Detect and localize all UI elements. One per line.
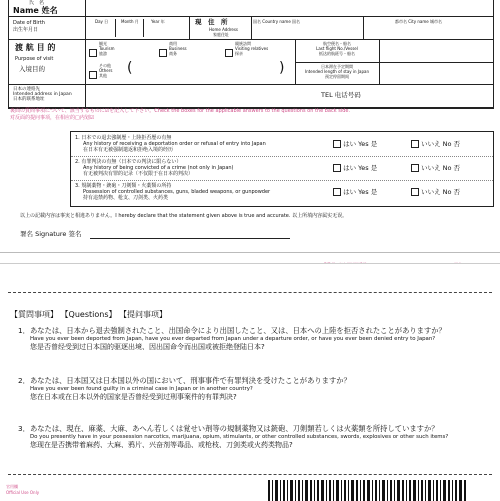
back-q3-jp: 3．あなたは、現在、麻薬、大麻、あへん若しくは覚せい剤等の規制薬物又は銃砲、刀剣類若しくは火薬類を所持していますか？ <box>18 424 439 433</box>
q3-yes[interactable] <box>333 188 377 196</box>
business-checkbox[interactable] <box>159 49 167 57</box>
purpose-cn: 入境目的 <box>19 65 45 73</box>
contact-en: Intended address in Japan <box>13 92 72 97</box>
q1-yes[interactable] <box>333 140 377 148</box>
flight-cn: 抵达的航班号・船名 <box>319 51 355 56</box>
stay-cn: 预定停留期间 <box>325 74 349 79</box>
contact-field[interactable] <box>89 87 309 105</box>
tourism-checkbox[interactable] <box>89 49 97 57</box>
dob-divider <box>143 19 144 37</box>
back-q2 <box>18 376 488 402</box>
flight-field[interactable] <box>295 40 493 63</box>
purpose-visiting[interactable] <box>225 41 269 61</box>
front-q1-cn: 在日本有无被强制遣返和拒绝入境的经历 <box>83 147 174 153</box>
back-bottom-rule <box>8 474 492 475</box>
purpose-label-cell <box>9 40 86 84</box>
q3-no[interactable] <box>411 188 460 196</box>
purpose-business[interactable] <box>159 41 187 61</box>
front-q2-en: Any history of being convicted of a crime (not only in Japan) <box>83 165 234 171</box>
dob-cn-label: 出生年月日 <box>13 27 39 33</box>
q-divider <box>71 180 493 181</box>
tel-label: TEL 电话号码 <box>321 91 361 99</box>
address-label: 現 住 所 <box>195 18 228 26</box>
tourism-cn: 旅游 <box>99 51 107 56</box>
front-q1 <box>75 135 325 153</box>
dob-day: Day 日 <box>95 19 109 24</box>
q1-no-checkbox[interactable] <box>411 140 419 148</box>
purpose-en: Purpose of visit <box>15 56 54 62</box>
questions-box <box>70 131 494 207</box>
q1-yes-checkbox[interactable] <box>333 140 341 148</box>
dob-divider <box>115 19 116 37</box>
visiting-jp: 親族訪問 <box>235 41 251 46</box>
contact-row <box>9 85 493 108</box>
name-top-label: 氏 名 <box>29 0 45 6</box>
dob-field[interactable] <box>85 17 190 39</box>
q2-yes[interactable] <box>333 164 377 172</box>
flight-jp: 航空便名・船名 <box>323 41 351 46</box>
barcode-bars <box>268 480 466 501</box>
back-q3-cn: 您现在是否携带着麻药、大麻、鸦片、兴奋剂等毒品、或枪枝、刀剑类或火药类物品? <box>30 441 293 449</box>
purpose-options <box>85 40 296 84</box>
back-top-rule <box>8 292 492 293</box>
card-form-grid <box>8 0 494 109</box>
stay-en: Intended length of stay in Japan <box>304 69 370 74</box>
tourism-jp: 観光 <box>99 41 107 46</box>
address-label-cell <box>189 17 252 39</box>
stay-jp: 日本滞在予定期間 <box>321 64 353 69</box>
q2-yes-checkbox[interactable] <box>333 164 341 172</box>
q2-no-checkbox[interactable] <box>411 164 419 172</box>
city-label: 都市名 City name 城市名 <box>395 19 442 24</box>
dob-month: Month 月 <box>121 19 139 24</box>
name-label-cell <box>9 0 86 16</box>
purpose-row <box>9 40 493 85</box>
back-heading: 【質問事項】 【Questions】 【提问事项】 <box>10 310 168 319</box>
front-q1-en: Any history of receiving a deportation order or refusal of entry into Japan <box>83 141 266 147</box>
back-q2-en: Have you ever been found guilty in a criminal case in Japan or in another country? <box>30 386 253 392</box>
visiting-checkbox[interactable] <box>225 49 233 57</box>
back-q2-jp: 2．あなたは、日本国又は日本国以外の国において、刑事事件で有罪判決を受けたことがありますか？ <box>18 376 351 385</box>
purpose-others[interactable] <box>89 60 285 83</box>
front-q3-en: Possession of controlled substances, guns, bladed weapons, or gunpowder <box>83 189 271 195</box>
back-q3-en: Do you presently have in your possession narcotics, marijuana, opium, stimulants, or other controlled substances, swords, explosives or other such items? <box>30 434 449 440</box>
back-q1-jp: 1．あなたは、日本から退去強制されたこと、出国命令により出国したこと、又は、日本への上陸を拒否されたことがありますか？ <box>18 326 446 335</box>
business-cn: 商务 <box>169 51 177 56</box>
business-jp: 商用 <box>169 41 177 46</box>
dob-address-row <box>9 17 493 40</box>
others-checkbox[interactable] <box>89 71 97 79</box>
official-use-jp: 官用欄 <box>6 484 18 489</box>
others-open-paren: ( <box>127 60 133 76</box>
dob-label-cell <box>9 17 86 39</box>
q3-yes-checkbox[interactable] <box>333 188 341 196</box>
business-en: Business <box>169 46 187 51</box>
others-en: Others <box>99 68 113 73</box>
name-field[interactable] <box>89 2 489 14</box>
instruction-note-cn: 对反面的提问事项，在相应的□内划☑ <box>10 115 95 121</box>
front-q2-jp: 2. 有罪判決の有無（日本での判決に限らない） <box>75 159 182 165</box>
q3-no-label: いいえ No 否 <box>421 188 461 196</box>
purpose-label: 渡 航 目 的 <box>15 43 56 52</box>
contact-label-cell <box>9 85 86 107</box>
tourism-en: Tourism <box>99 46 115 51</box>
front-q2 <box>75 159 325 177</box>
dob-year: Year 年 <box>151 19 165 24</box>
contact-jp: 日本の連絡先 <box>13 87 40 92</box>
back-q1 <box>18 326 488 352</box>
back-q3 <box>18 424 488 450</box>
signature-line[interactable] <box>90 238 290 239</box>
q1-yes-label: はい Yes 是 <box>343 140 378 148</box>
flight-stay-block <box>295 40 493 84</box>
dob-label: Date of Birth <box>13 20 45 26</box>
name-row <box>9 0 493 17</box>
front-q3-cn: 持有违禁药物、枪支、刀剑类、火药类 <box>83 195 169 201</box>
q1-no-label: いいえ No 否 <box>421 140 461 148</box>
city-field[interactable] <box>363 17 493 39</box>
front-q2-cn: 有无被判决有罪的记录（不仅限于在日本的判决） <box>83 171 194 177</box>
q-divider <box>71 156 493 157</box>
country-field[interactable] <box>251 17 364 39</box>
contact-cn: 日本的联系地址 <box>13 97 45 102</box>
back-q1-en: Have you ever been deported from Japan, have you ever departed from Japan under a departure order, or have you ever been denied entry to Japan? <box>30 336 436 342</box>
tel-field[interactable] <box>369 87 489 105</box>
official-use-en: Official Use Only <box>6 490 40 495</box>
country-label: 国名 Country name 国名 <box>253 19 301 24</box>
others-jp: その他 <box>99 63 111 68</box>
q3-yes-label: はい Yes 是 <box>343 188 378 196</box>
visiting-en: Visiting relatives <box>235 46 269 51</box>
signature-label: 署名 Signature 签名 <box>20 230 82 238</box>
declaration-text: 以上の記載内容は事実と相違ありません。I hereby declare that the statement given above is true and accurate. 以上所填内容属实无误。 <box>20 213 348 219</box>
others-close-paren: ) <box>279 60 285 76</box>
address-cn: 家庭住址 <box>213 32 229 37</box>
visiting-cn: 探亲 <box>235 51 243 56</box>
q2-no-label: いいえ No 否 <box>421 164 461 172</box>
barcode <box>268 480 468 501</box>
back-q1-cn: 您是否曾经受到过日本国的驱逐出境、因出国命令而出国或被拒绝登陆日本? <box>30 343 265 351</box>
purpose-tourism[interactable] <box>89 41 115 61</box>
q3-no-checkbox[interactable] <box>411 188 419 196</box>
front-q1-jp: 1. 日本での退去強制歴・上陸拒否歴の有無 <box>75 135 172 141</box>
stay-field[interactable] <box>295 62 493 84</box>
q2-yes-label: はい Yes 是 <box>343 164 378 172</box>
name-label: Name 姓名 <box>13 6 58 15</box>
front-q3 <box>75 183 325 201</box>
address-en: Home Address <box>209 27 239 32</box>
back-q2-cn: 您在日本或在日本以外的国家是否曾经受到过刑事案件的有罪判决? <box>30 393 237 401</box>
instruction-note: 裏面の質問事項について、該当するものに☑を記入して下さい。Check the boxes for the applicable answers to the questions on the back side. <box>10 108 351 114</box>
q1-no[interactable] <box>411 140 460 148</box>
flight-en: Last flight No./Vessel <box>316 46 358 51</box>
q2-no[interactable] <box>411 164 460 172</box>
others-cn: 其他 <box>99 73 107 78</box>
disembarkation-card-back <box>0 263 500 501</box>
front-q3-jp: 3. 規制薬物・銃砲・刀剣類・火薬類の所持 <box>75 183 172 189</box>
